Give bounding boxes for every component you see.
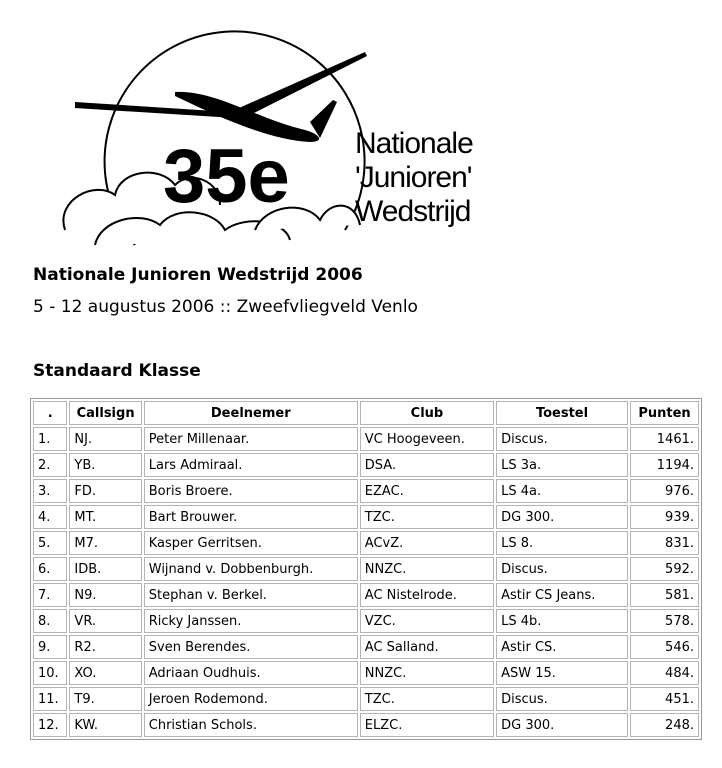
cell-participant: Wijnand v. Dobbenburgh.	[144, 557, 358, 581]
cell-participant: Lars Admiraal.	[144, 453, 358, 477]
cell-aircraft: Astir CS.	[496, 635, 628, 659]
cell-aircraft: LS 8.	[496, 531, 628, 555]
results-table-body	[33, 427, 699, 737]
cell-participant: Stephan v. Berkel.	[144, 583, 358, 607]
table-row	[33, 505, 699, 529]
cell-position: 9.	[33, 635, 67, 659]
cell-participant: Kasper Gerritsen.	[144, 531, 358, 555]
header-participant: Deelnemer	[144, 401, 358, 425]
header-position: .	[33, 401, 67, 425]
header-points: Punten	[630, 401, 699, 425]
cell-club: TZC.	[360, 505, 494, 529]
cell-points: 248.	[630, 713, 699, 737]
cell-aircraft: LS 3a.	[496, 453, 628, 477]
header-aircraft: Toestel	[496, 401, 628, 425]
cell-participant: Christian Schols.	[144, 713, 358, 737]
table-row	[33, 583, 699, 607]
table-row	[33, 687, 699, 711]
table-row	[33, 635, 699, 659]
cell-callsign: IDB.	[69, 557, 141, 581]
cell-aircraft: LS 4b.	[496, 609, 628, 633]
cell-callsign: XO.	[69, 661, 141, 685]
table-row	[33, 453, 699, 477]
cell-callsign: T9.	[69, 687, 141, 711]
cell-points: 592.	[630, 557, 699, 581]
cell-position: 11.	[33, 687, 67, 711]
cell-participant: Adriaan Oudhuis.	[144, 661, 358, 685]
cell-position: 5.	[33, 531, 67, 555]
table-row	[33, 713, 699, 737]
cell-position: 7.	[33, 583, 67, 607]
cell-aircraft: Discus.	[496, 557, 628, 581]
cell-participant: Ricky Janssen.	[144, 609, 358, 633]
cell-callsign: YB.	[69, 453, 141, 477]
cell-callsign: R2.	[69, 635, 141, 659]
cell-participant: Peter Millenaar.	[144, 427, 358, 451]
cell-club: VC Hoogeveen.	[360, 427, 494, 451]
cell-aircraft: Astir CS Jeans.	[496, 583, 628, 607]
event-logo	[55, 30, 485, 260]
cell-points: 831.	[630, 531, 699, 555]
table-row	[33, 609, 699, 633]
cell-aircraft: DG 300.	[496, 713, 628, 737]
table-row	[33, 557, 699, 581]
cell-callsign: VR.	[69, 609, 141, 633]
cell-points: 581.	[630, 583, 699, 607]
cell-club: DSA.	[360, 453, 494, 477]
cell-position: 6.	[33, 557, 67, 581]
cell-club: NNZC.	[360, 661, 494, 685]
cell-callsign: M7.	[69, 531, 141, 555]
cell-club: AC Salland.	[360, 635, 494, 659]
cell-points: 939.	[630, 505, 699, 529]
logo-line-2: 'Junioren'	[355, 161, 472, 194]
cell-points: 546.	[630, 635, 699, 659]
cell-points: 1194.	[630, 453, 699, 477]
page-title: Nationale Junioren Wedstrijd 2006	[33, 265, 363, 285]
event-subtitle: 5 - 12 augustus 2006 :: Zweefvliegveld Venlo	[33, 297, 418, 317]
cell-aircraft: Discus.	[496, 687, 628, 711]
cell-callsign: N9.	[69, 583, 141, 607]
header-club: Club	[360, 401, 494, 425]
logo-number: 35e	[163, 134, 290, 219]
cell-callsign: FD.	[69, 479, 141, 503]
cell-aircraft: ASW 15.	[496, 661, 628, 685]
cell-callsign: MT.	[69, 505, 141, 529]
cell-position: 12.	[33, 713, 67, 737]
cell-position: 10.	[33, 661, 67, 685]
header-row	[33, 401, 699, 425]
logo-line-1: Nationale	[355, 127, 473, 160]
cell-points: 1461.	[630, 427, 699, 451]
cell-participant: Boris Broere.	[144, 479, 358, 503]
cell-participant: Sven Berendes.	[144, 635, 358, 659]
cell-points: 451.	[630, 687, 699, 711]
table-row	[33, 479, 699, 503]
cell-participant: Bart Brouwer.	[144, 505, 358, 529]
logo-line-3: Wedstrijd	[355, 195, 471, 228]
table-row	[33, 531, 699, 555]
cell-points: 976.	[630, 479, 699, 503]
cell-position: 8.	[33, 609, 67, 633]
cell-club: TZC.	[360, 687, 494, 711]
results-table-header	[33, 401, 699, 425]
cell-aircraft: LS 4a.	[496, 479, 628, 503]
cell-club: AC Nistelrode.	[360, 583, 494, 607]
class-heading: Standaard Klasse	[33, 361, 201, 381]
cell-callsign: NJ.	[69, 427, 141, 451]
cell-aircraft: Discus.	[496, 427, 628, 451]
cell-participant: Jeroen Rodemond.	[144, 687, 358, 711]
cell-position: 3.	[33, 479, 67, 503]
cell-club: ACvZ.	[360, 531, 494, 555]
results-table	[30, 398, 702, 740]
cell-club: ELZC.	[360, 713, 494, 737]
cell-position: 1.	[33, 427, 67, 451]
table-row	[33, 427, 699, 451]
cell-points: 578.	[630, 609, 699, 633]
cell-position: 2.	[33, 453, 67, 477]
cell-position: 4.	[33, 505, 67, 529]
cell-club: VZC.	[360, 609, 494, 633]
cell-club: EZAC.	[360, 479, 494, 503]
table-row	[33, 661, 699, 685]
header-callsign: Callsign	[69, 401, 141, 425]
cell-points: 484.	[630, 661, 699, 685]
cell-club: NNZC.	[360, 557, 494, 581]
cell-aircraft: DG 300.	[496, 505, 628, 529]
cell-callsign: KW.	[69, 713, 141, 737]
